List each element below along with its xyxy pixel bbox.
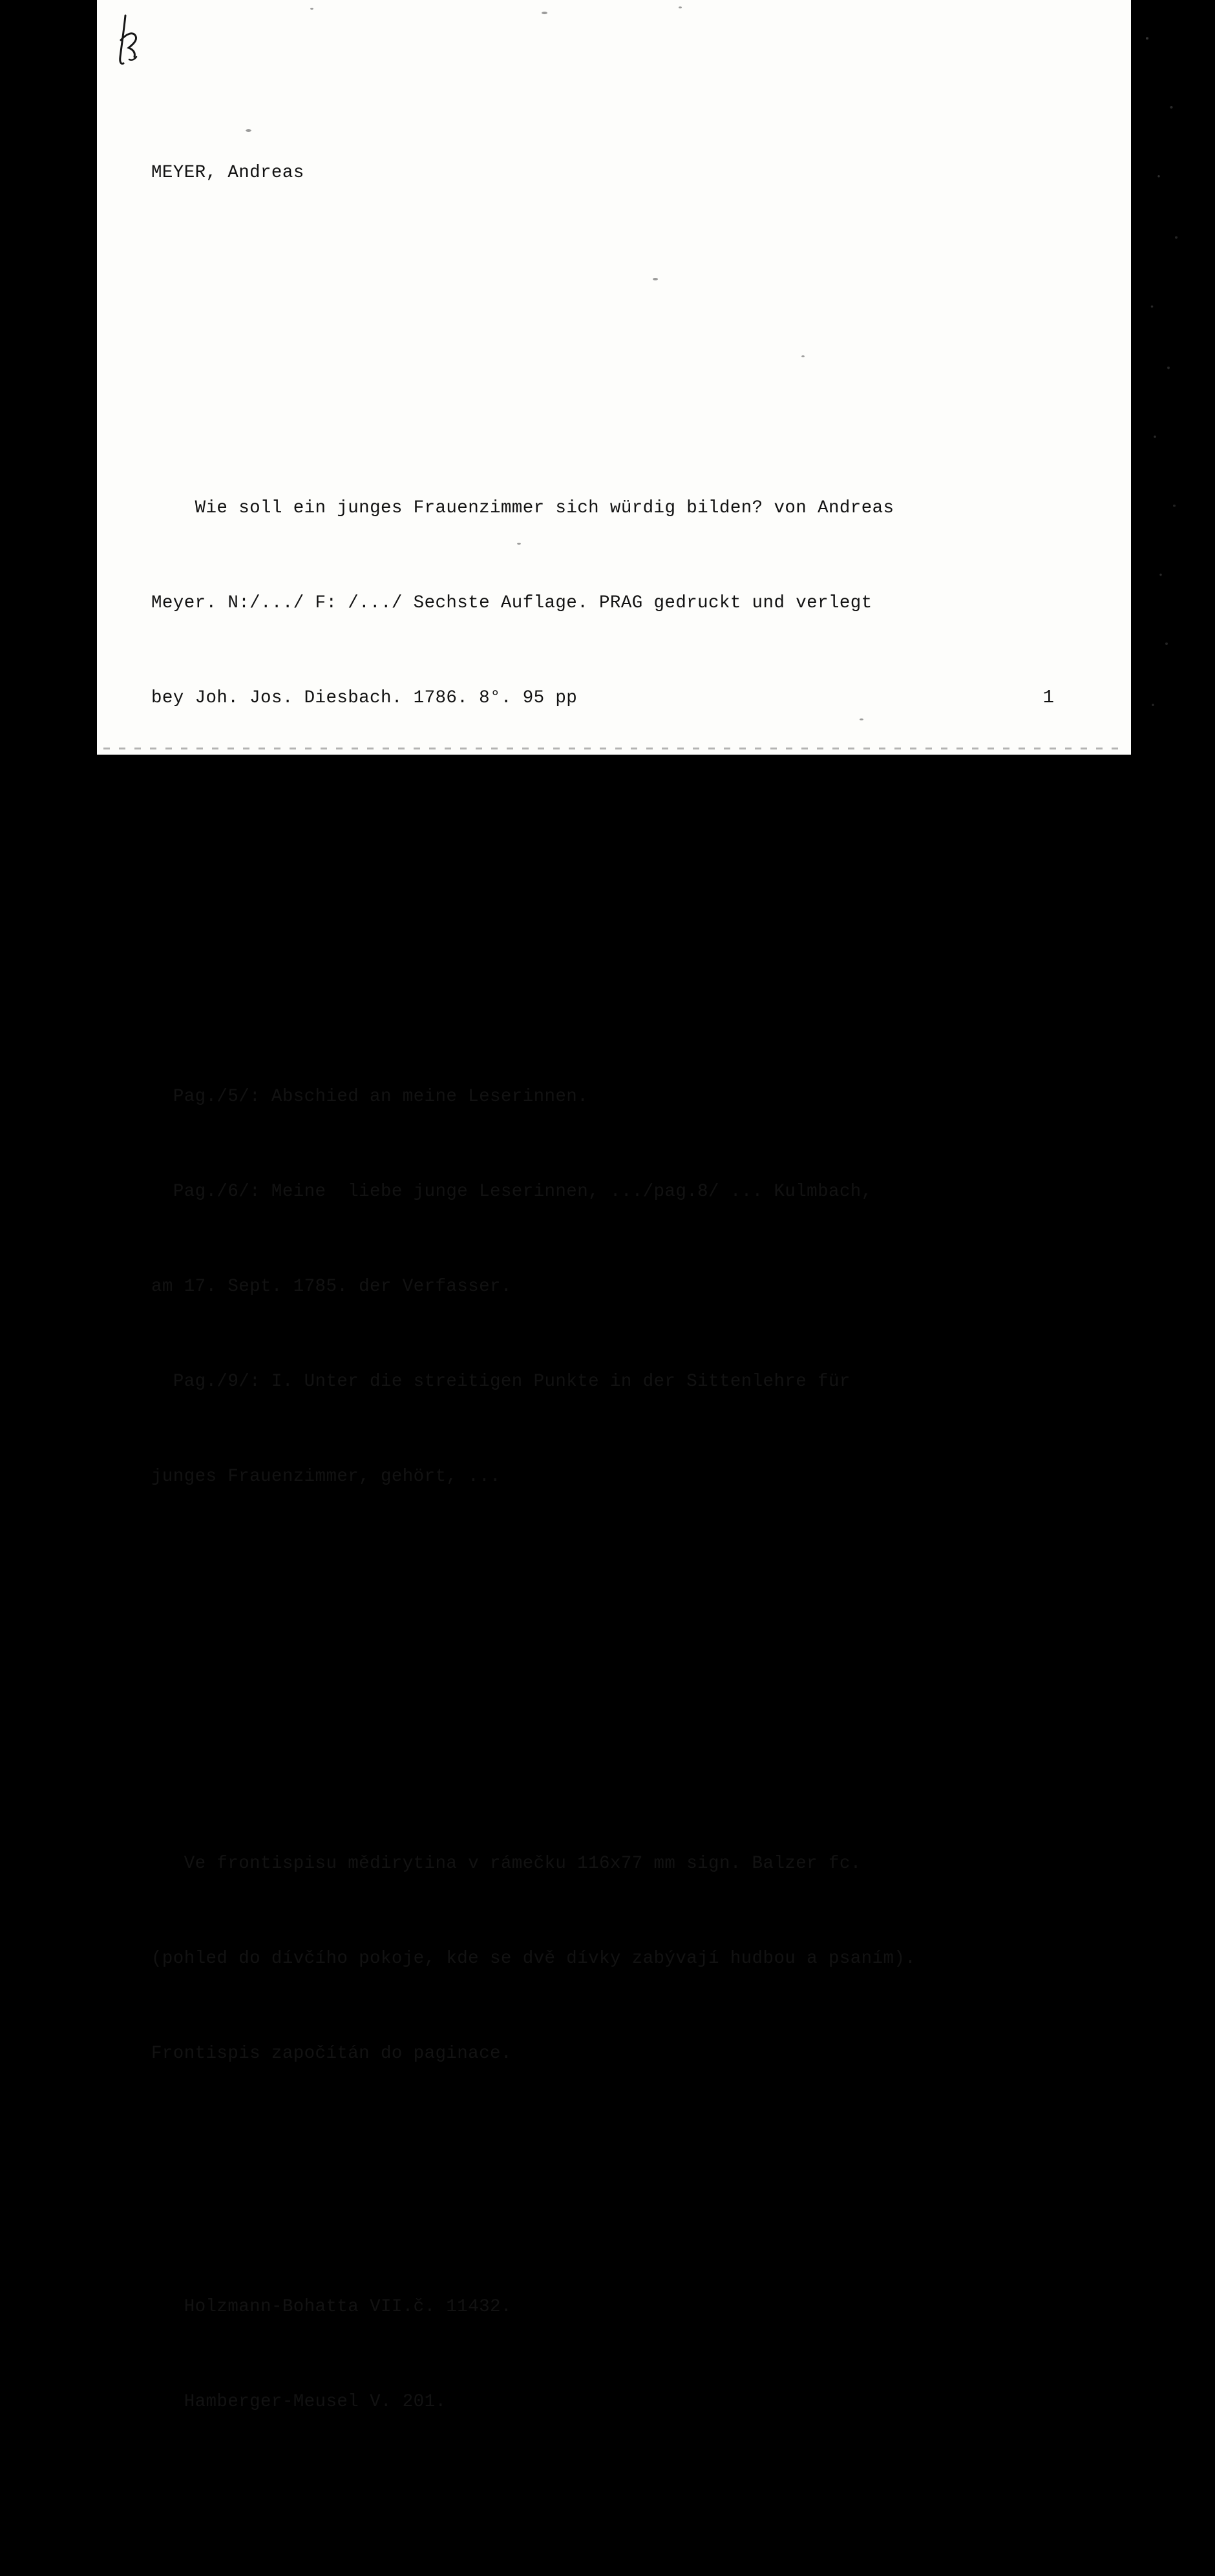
scan-bottom-edge — [103, 748, 1125, 749]
text-line: Hamberger-Meusel V. 201. — [151, 2392, 447, 2412]
spacer — [151, 872, 1069, 923]
catalogue-card — [97, 0, 1131, 2412]
paragraph-title-statement — [151, 429, 1069, 777]
text-line: Pag./9/: I. Unter die streitigen Punkte in der Sittenlehre für — [151, 1372, 850, 1392]
text-line: bey Joh. Jos. Diesbach. 1786. 8°. 95 pp — [151, 688, 578, 708]
spacer — [151, 1651, 1069, 1690]
paragraph-contents-notes — [151, 1018, 1069, 1556]
text-line: Ve frontispisu mědirytina v rámečku 116x77 mm sign. Balzer fc. — [151, 1854, 861, 1874]
text-line: Frontispis započítán do paginace. — [151, 2044, 512, 2064]
text-line: (pohled do dívčího pokoje, kde se dvě dívky zabývají hudbou a psaním). — [151, 1949, 916, 1969]
paragraph-references — [151, 2228, 1069, 2481]
scan-edge-noise — [1118, 0, 1215, 766]
text-line: Pag./6/: Meine liebe junge Leserinnen, .../pag.8/ ... Kulmbach, — [151, 1182, 872, 1202]
card-heading: MEYER, Andreas — [151, 163, 304, 183]
text-line: Pag./5/: Abschied an meine Leserinnen. — [151, 1087, 589, 1107]
text-line: junges Frauenzimmer, gehört, ... — [151, 1467, 501, 1487]
spacer — [151, 284, 1069, 334]
scan-speck — [679, 6, 682, 8]
text-line: am 17. Sept. 1785. der Verfasser. — [151, 1277, 512, 1297]
card-text — [151, 62, 1069, 2576]
paragraph-illustration-note — [151, 1785, 1069, 2133]
scan-speck — [542, 12, 547, 14]
scan-speck — [310, 8, 313, 10]
page-number: 1 — [1042, 687, 1055, 708]
handwritten-mark-icon — [111, 12, 156, 70]
text-line: Wie soll ein junges Frauenzimmer sich würdig bilden? von Andreas — [151, 498, 894, 518]
text-line: Meyer. N:/.../ F: /.../ Sechste Auflage. PRAG gedruckt und verlegt — [151, 593, 872, 613]
text-line: Holzmann-Bohatta VII.č. 11432. — [151, 2297, 512, 2317]
